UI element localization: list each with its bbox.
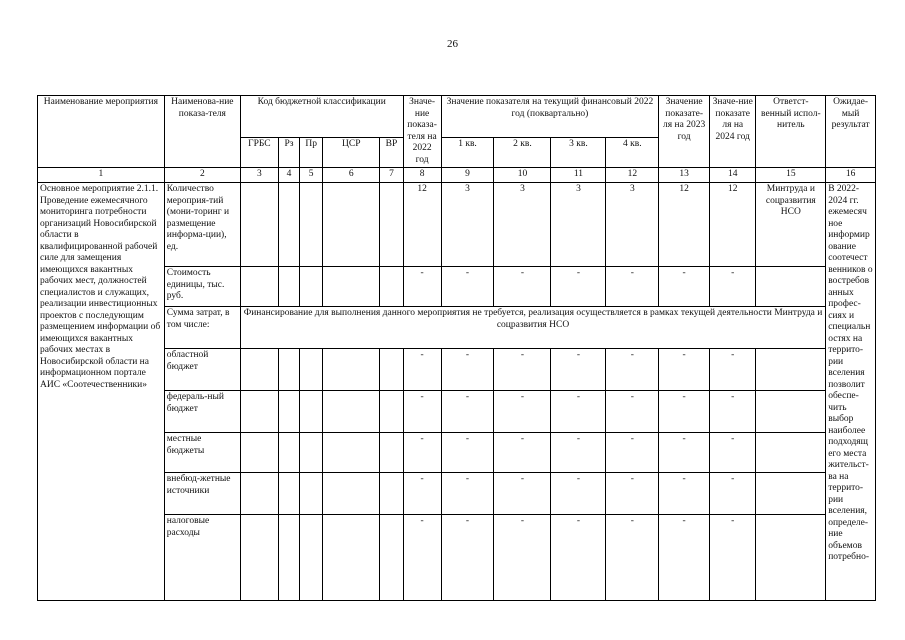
expected-result: В 2022-2024 гг. ежемесяч ное информир ование соотечест венников о востребов анных профес-сиях и специальн остях на террито-рии вселения позволит обеспе-чить выбор наиболее подходящ его места жительст-ва на террито-рии вселения, определе-ние объемов потребно- [826, 183, 876, 601]
cell-q1: - [441, 267, 494, 307]
cell-q2: - [494, 515, 551, 601]
header-vr: ВР [380, 138, 403, 168]
row-label: областной бюджет [164, 349, 240, 391]
cell-value-2022: - [403, 267, 441, 307]
cell-value-2022: - [403, 349, 441, 391]
cell-q3: - [551, 515, 606, 601]
header-budget-code: Код бюджетной классификации [240, 96, 403, 138]
cell-q1: - [441, 433, 494, 473]
header-value-2024: Значе-ние показате ля на 2024 год [709, 96, 755, 168]
cell-value-2023: - [659, 267, 710, 307]
column-number: 15 [756, 168, 826, 183]
cell-q2: - [494, 349, 551, 391]
cell-value-2024: - [709, 473, 755, 515]
page-number: 26 [447, 38, 458, 50]
cell-responsible [756, 515, 826, 601]
cell-value-2022: 12 [403, 183, 441, 267]
column-number: 13 [659, 168, 710, 183]
header-current-year: Значение показателя на текущий финансовый 2022 год (поквартально) [441, 96, 659, 138]
row-label: Количество мероприя-тий (мони-торинг и размещение информа-ции), ед. [164, 183, 240, 267]
cell-value-2024: - [709, 391, 755, 433]
cell-q4: - [606, 349, 659, 391]
cell-q2: - [494, 433, 551, 473]
cell-value-2024: - [709, 349, 755, 391]
header-pr: Пр [300, 138, 323, 168]
cell-value-2022: - [403, 473, 441, 515]
cell-value-2024: - [709, 515, 755, 601]
cell-value-2023: - [659, 391, 710, 433]
cell-value-2024: 12 [709, 183, 755, 267]
column-number: 10 [494, 168, 551, 183]
cell-value-2022: - [403, 391, 441, 433]
cell-value-2022: - [403, 433, 441, 473]
header-responsible: Ответст-венный испол-нитель [756, 96, 826, 168]
column-number: 1 [38, 168, 165, 183]
cell-q4: - [606, 515, 659, 601]
activity-description: Основное мероприятие 2.1.1. Проведение ежемесячного мониторинга потребности организаций Новосибирской области в квалифицированной рабочей силе для замещения имеющихся вакантных рабочих мест, должностей специалистов и служащих, реализации инвестиционных проектов с последующим размещением информации об имеющихся вакантных рабочих местах в Новосибирской области на информационном портале АИС «Соотечественники» [38, 183, 165, 601]
cell-responsible [756, 391, 826, 433]
cell-q1: - [441, 473, 494, 515]
column-number: 12 [606, 168, 659, 183]
column-number-row [38, 168, 876, 183]
cell-value-2023: - [659, 433, 710, 473]
cell-value-2023: - [659, 349, 710, 391]
cell-q2: - [494, 267, 551, 307]
cell-q4: - [606, 473, 659, 515]
column-number: 5 [300, 168, 323, 183]
row-label: федераль-ный бюджет [164, 391, 240, 433]
column-number: 8 [403, 168, 441, 183]
header-grbs: ГРБС [240, 138, 278, 168]
column-number: 7 [380, 168, 403, 183]
column-number: 14 [709, 168, 755, 183]
cell-q3: - [551, 433, 606, 473]
header-csr: ЦСР [323, 138, 380, 168]
row-label: Стоимость единицы, тыс. руб. [164, 267, 240, 307]
cell-q4: - [606, 267, 659, 307]
row-label: налоговые расходы [164, 515, 240, 601]
cell-q2: - [494, 391, 551, 433]
cell-responsible [756, 349, 826, 391]
table-row [38, 183, 876, 267]
cell-q1: - [441, 349, 494, 391]
header-q4: 4 кв. [606, 138, 659, 168]
header-value-2023: Значение показате-ля на 2023 год [659, 96, 710, 168]
cell-responsible [756, 433, 826, 473]
cell-value-2024: - [709, 433, 755, 473]
cell-q2: 3 [494, 183, 551, 267]
column-number: 3 [240, 168, 278, 183]
cell-q4: - [606, 391, 659, 433]
column-number: 9 [441, 168, 494, 183]
column-number: 11 [551, 168, 606, 183]
cell-value-2023: - [659, 515, 710, 601]
header-value-2022: Значе-ние показа-теля на 2022 год [403, 96, 441, 168]
cell-responsible [756, 267, 826, 307]
cell-q1: 3 [441, 183, 494, 267]
header-expected-result: Ожидае-мый результат [826, 96, 876, 168]
header-indicator: Наименова-ние показа-теля [164, 96, 240, 168]
cell-value-2024: - [709, 267, 755, 307]
column-number: 6 [323, 168, 380, 183]
column-number: 2 [164, 168, 240, 183]
cell-responsible [756, 473, 826, 515]
cell-q3: - [551, 473, 606, 515]
cell-q3: - [551, 267, 606, 307]
row-label: местные бюджеты [164, 433, 240, 473]
cell-responsible: Минтруда и соцразвития НСО [756, 183, 826, 267]
header-rz: Рз [278, 138, 299, 168]
header-q2: 2 кв. [494, 138, 551, 168]
header-activity: Наименование мероприятия [38, 96, 165, 168]
cell-value-2023: 12 [659, 183, 710, 267]
row-label: внебюд-жетные источники [164, 473, 240, 515]
cell-q3: - [551, 391, 606, 433]
cell-value-2022: - [403, 515, 441, 601]
header-q1: 1 кв. [441, 138, 494, 168]
funding-note: Финансирование для выполнения данного мероприятия не требуется, реализация осуществляется в рамках текущей деятельности Минтруда и соцразвития НСО [240, 307, 825, 349]
cell-value-2023: - [659, 473, 710, 515]
cell-q3: 3 [551, 183, 606, 267]
cell-q3: - [551, 349, 606, 391]
row-label: Сумма затрат, в том числе: [164, 307, 240, 349]
cell-q2: - [494, 473, 551, 515]
cell-q1: - [441, 391, 494, 433]
activity-table [37, 95, 876, 601]
cell-q1: - [441, 515, 494, 601]
header-q3: 3 кв. [551, 138, 606, 168]
cell-q4: - [606, 433, 659, 473]
column-number: 16 [826, 168, 876, 183]
column-number: 4 [278, 168, 299, 183]
cell-q4: 3 [606, 183, 659, 267]
